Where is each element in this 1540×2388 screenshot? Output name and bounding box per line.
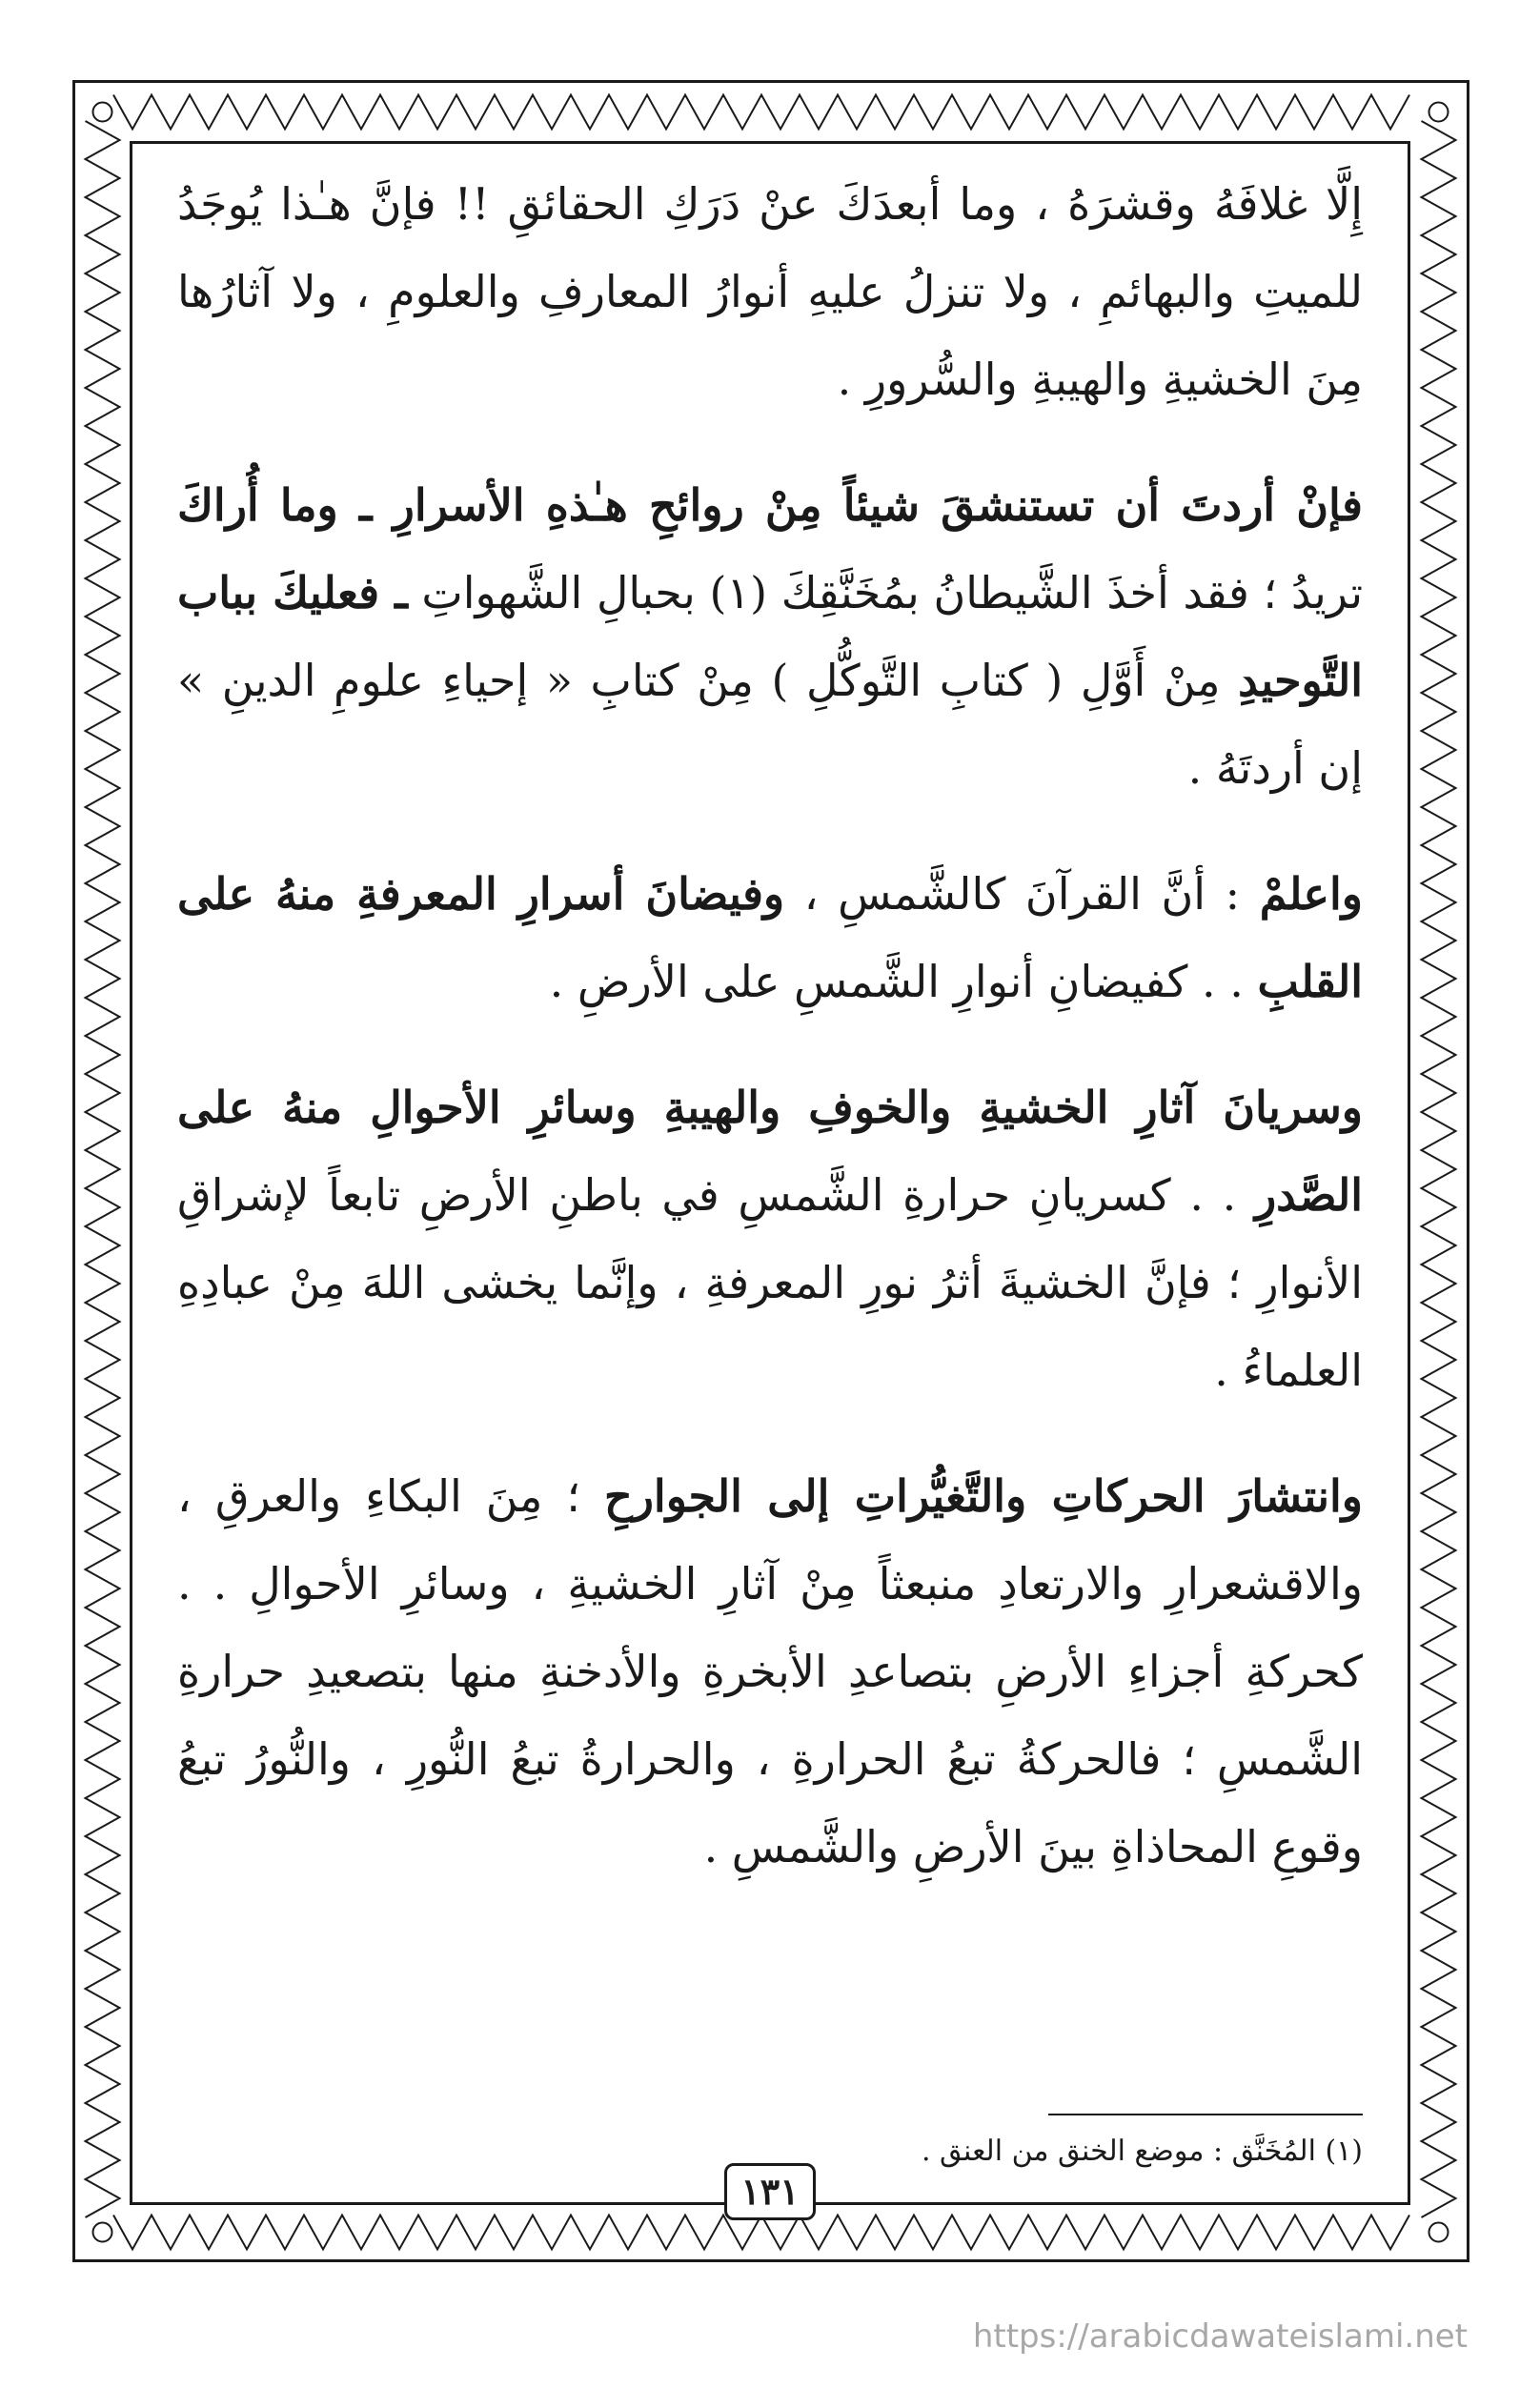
border-zigzag bbox=[1422, 121, 1456, 2217]
paragraph-1 bbox=[177, 160, 1363, 423]
paragraph-3-text-2: . . كفيضانِ أنوارِ الشَّمسِ على الأرضِ . bbox=[549, 956, 1258, 1007]
paragraph-1-text: إِلَّا غلافَهُ وقشرَهُ ، وما أبعدَكَ عنْ دَرَكِ الحقائقِ !! فإنَّ هـٰذا يُوجَدُ للميتِ والبهائمِ ، ولا تنزلُ عليهِ أنوارُ المعارفِ والعلومِ ، ولا آثارُها مِنَ الخشيةِ والهيبةِ والسُّرورِ . bbox=[177, 178, 1363, 405]
paragraph-3-bold-1: واعلمْ bbox=[1259, 868, 1364, 920]
paragraph-4 bbox=[177, 1063, 1363, 1414]
paragraph-2 bbox=[177, 461, 1363, 812]
border-zigzag bbox=[86, 121, 120, 2217]
paragraph-2-bold-2: ـ فعليكَ بباب التَّوحيدِ bbox=[177, 567, 1363, 706]
paragraph-3 bbox=[177, 850, 1363, 1025]
paragraph-5 bbox=[177, 1452, 1363, 1891]
paragraph-4-text-1: . . كسريانِ حرارةِ الشَّمسِ في باطنِ الأرضِ تابعاً لإشراقِ الأنوارِ ؛ فإنَّ الخشيةَ أثرُ نورِ المعرفةِ ، وإنَّما يخشى اللهَ مِنْ عبادِهِ العلماءُ . bbox=[177, 1169, 1363, 1396]
corner-ornament bbox=[1429, 2223, 1449, 2242]
body-text bbox=[177, 160, 1363, 1929]
watermark-url: https://arabicdawateislami.net bbox=[972, 2317, 1468, 2356]
border-zigzag bbox=[113, 95, 1409, 130]
corner-ornament bbox=[93, 2223, 112, 2242]
footnote: (١) المُخَنَّق : موضع الخنق من العنق . bbox=[921, 2135, 1363, 2168]
paragraph-3-bold-2: وفيضانَ أسرارِ المعرفةِ منهُ على القلبِ bbox=[177, 868, 1363, 1007]
paragraph-5-text-1: ؛ مِنَ البكاءِ والعرقِ ، والاقشعرارِ والارتعادِ منبعثاً مِنْ آثارِ الخشيةِ ، وسائرِ الأحوالِ . . كحركةِ أجزاءِ الأرضِ بتصاعدِ الأبخرةِ والأدخنةِ منها بتصعيدِ حرارةِ الشَّمسِ ؛ فالحركةُ تبعُ الحرارةِ ، والحرارةُ تبعُ النُّورِ ، والنُّورُ تبعُ وقوعِ المحاذاةِ بينَ الأرضِ والشَّمسِ . bbox=[177, 1470, 1363, 1872]
page-number: ١٣١ bbox=[724, 2163, 816, 2220]
paragraph-5-bold-1: وانتشارَ الحركاتِ والتَّغيُّراتِ إلى الجوارحِ bbox=[604, 1470, 1364, 1522]
corner-ornament bbox=[1429, 103, 1449, 122]
paragraph-4-bold-1: وسريانَ آثارِ الخشيةِ والخوفِ والهيبةِ وسائرِ الأحوالِ منهُ على الصَّدرِ bbox=[177, 1082, 1363, 1221]
paragraph-3-text-1: : أنَّ القرآنَ كالشَّمسِ ، bbox=[784, 868, 1260, 920]
corner-ornament bbox=[93, 103, 112, 122]
footnote-divider bbox=[1048, 2114, 1363, 2115]
paragraph-2-bold-1: فإنْ أردتَ أن تستنشقَ شيئاً مِنْ روائحِ هـٰذهِ الأسرارِ ـ وما أُراكَ bbox=[177, 479, 1363, 531]
paragraph-2-text-2: مِنْ أَوَّلِ ( كتابِ التَّوكُّلِ ) مِنْ كتابِ « إحياءِ علومِ الدينِ » إن أردتَهُ . bbox=[177, 655, 1363, 794]
paragraph-2-text-1: تريدُ ؛ فقد أخذَ الشَّيطانُ بمُخَنَّقِكَ (١) بحبالِ الشَّهواتِ bbox=[407, 567, 1363, 618]
